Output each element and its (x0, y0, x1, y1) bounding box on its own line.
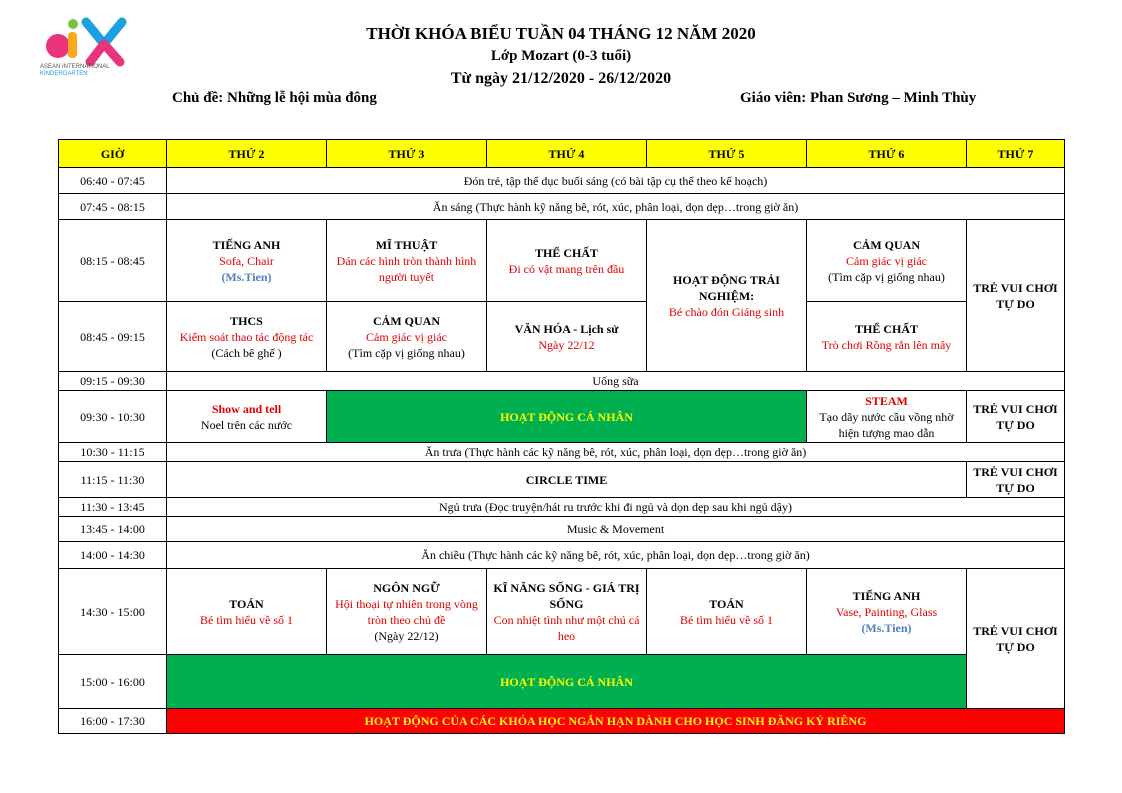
teacher: Giáo viên: Phan Sương – Minh Thùy (740, 90, 977, 106)
free-play-cell: TRẺ VUI CHƠI TỰ DO (967, 569, 1065, 709)
table-row (59, 168, 1065, 194)
table-row (59, 655, 1065, 709)
activity-cell: Ăn sáng (Thực hành kỹ năng bê, rót, xúc, phân loại, dọn dẹp…trong giờ ăn) (167, 194, 1065, 220)
time-cell: 14:30 - 15:00 (59, 569, 167, 655)
time-cell: 11:15 - 11:30 (59, 462, 167, 498)
activity-cell: STEAM Tạo dãy nước cầu vồng nhờ hiện tượng mao dẫn (807, 391, 967, 443)
activity-cell: THỂ CHẤT Đi có vật mang trên đầu (487, 220, 647, 302)
activity-cell: Ngủ trưa (Đọc truyện/hát ru trước khi đi ngủ và dọn dẹp sau khi ngủ dậy) (167, 498, 1065, 517)
table-row (59, 569, 1065, 655)
table-row (59, 194, 1065, 220)
svg-text:ASEAN INTERNATIONAL: ASEAN INTERNATIONAL (40, 64, 110, 70)
table-row (59, 709, 1065, 734)
time-cell: 08:15 - 08:45 (59, 220, 167, 302)
time-cell: 14:00 - 14:30 (59, 542, 167, 569)
activity-cell: Show and tell Noel trên các nước (167, 391, 327, 443)
free-play-cell: TRẺ VUI CHƠI TỰ DO (967, 220, 1065, 372)
activity-cell: TIẾNG ANH Sofa, Chair (Ms.Tien) (167, 220, 327, 302)
time-cell: 15:00 - 16:00 (59, 655, 167, 709)
table-row (59, 462, 1065, 498)
col-header: GIỜ (59, 140, 167, 168)
time-cell: 11:30 - 13:45 (59, 498, 167, 517)
activity-cell: TOÁN Bé tìm hiểu về số 1 (647, 569, 807, 655)
individual-activity-cell: HOẠT ĐỘNG CÁ NHÂN (327, 391, 807, 443)
time-cell: 07:45 - 08:15 (59, 194, 167, 220)
schedule-title: THỜI KHÓA BIỂU TUẦN 04 THÁNG 12 NĂM 2020 (366, 24, 756, 43)
table-header-row (59, 140, 1065, 168)
table-row (59, 372, 1065, 391)
activity-cell: TIẾNG ANH Vase, Painting, Glass (Ms.Tien) (807, 569, 967, 655)
col-header: THỨ 6 (807, 140, 967, 168)
svg-text:KINDERGARTEN: KINDERGARTEN (40, 71, 88, 77)
short-courses-cell: HOẠT ĐỘNG CỦA CÁC KHÓA HỌC NGẮN HẠN DÀNH CHO HỌC SINH ĐĂNG KÝ RIÊNG (167, 709, 1065, 734)
activity-cell: MĨ THUẬT Dán các hình tròn thành hình người tuyết (327, 220, 487, 302)
date-range: Từ ngày 21/12/2020 - 26/12/2020 (450, 70, 672, 87)
activity-cell: CẢM QUAN Cảm giác vị giác (Tìm cặp vị giống nhau) (327, 302, 487, 372)
activity-cell: Uống sữa (167, 372, 1065, 391)
activity-cell: Đón trẻ, tập thể dục buổi sáng (có bài tập cụ thể theo kế hoạch) (167, 168, 1065, 194)
col-header: THỨ 7 (967, 140, 1065, 168)
time-cell: 06:40 - 07:45 (59, 168, 167, 194)
free-play-cell: TRẺ VUI CHƠI TỰ DO (967, 462, 1065, 498)
col-header: THỨ 2 (167, 140, 327, 168)
col-header: THỨ 5 (647, 140, 807, 168)
table-row (59, 302, 1065, 372)
col-header: THỨ 3 (327, 140, 487, 168)
time-cell: 09:15 - 09:30 (59, 372, 167, 391)
circle-time-cell: CIRCLE TIME (167, 462, 967, 498)
col-header: THỨ 4 (487, 140, 647, 168)
time-cell: 13:45 - 14:00 (59, 517, 167, 542)
time-cell: 09:30 - 10:30 (59, 391, 167, 443)
activity-cell: Ăn chiều (Thực hành các kỹ năng bê, rót, xúc, phân loại, dọn dẹp…trong giờ ăn) (167, 542, 1065, 569)
individual-activity-cell: HOẠT ĐỘNG CÁ NHÂN (167, 655, 967, 709)
table-row (59, 220, 1065, 302)
topic: Chủ đề: Những lễ hội mùa đông (172, 90, 377, 106)
activity-cell: TOÁN Bé tìm hiểu về số 1 (167, 569, 327, 655)
class-name: Lớp Mozart (0-3 tuổi) (490, 48, 632, 64)
time-cell: 16:00 - 17:30 (59, 709, 167, 734)
table-row (59, 517, 1065, 542)
activity-cell: THỂ CHẤT Trò chơi Rồng rắn lên mây (807, 302, 967, 372)
table-row (59, 443, 1065, 462)
activity-cell: NGÔN NGỮ Hội thoại tự nhiên trong vòng tròn theo chủ đề (Ngày 22/12) (327, 569, 487, 655)
activity-cell: CẢM QUAN Cảm giác vị giác (Tìm cặp vị giống nhau) (807, 220, 967, 302)
table-row (59, 391, 1065, 443)
schedule-table (58, 139, 1065, 734)
activity-cell: VĂN HÓA - Lịch sử Ngày 22/12 (487, 302, 647, 372)
table-row (59, 498, 1065, 517)
activity-cell: HOẠT ĐỘNG TRẢI NGHIỆM: Bé chào đón Giáng sinh (647, 220, 807, 372)
table-row (59, 542, 1065, 569)
activity-cell: THCS Kiểm soát thao tác động tác (Cách bê ghế ) (167, 302, 327, 372)
activity-cell: Music & Movement (167, 517, 1065, 542)
activity-cell: KĨ NĂNG SỐNG - GIÁ TRỊ SỐNG Con nhiệt tình như một chú cá heo (487, 569, 647, 655)
activity-cell: Ăn trưa (Thực hành các kỹ năng bê, rót, xúc, phân loại, dọn dẹp…trong giờ ăn) (167, 443, 1065, 462)
time-cell: 10:30 - 11:15 (59, 443, 167, 462)
time-cell: 08:45 - 09:15 (59, 302, 167, 372)
free-play-cell: TRẺ VUI CHƠI TỰ DO (967, 391, 1065, 443)
